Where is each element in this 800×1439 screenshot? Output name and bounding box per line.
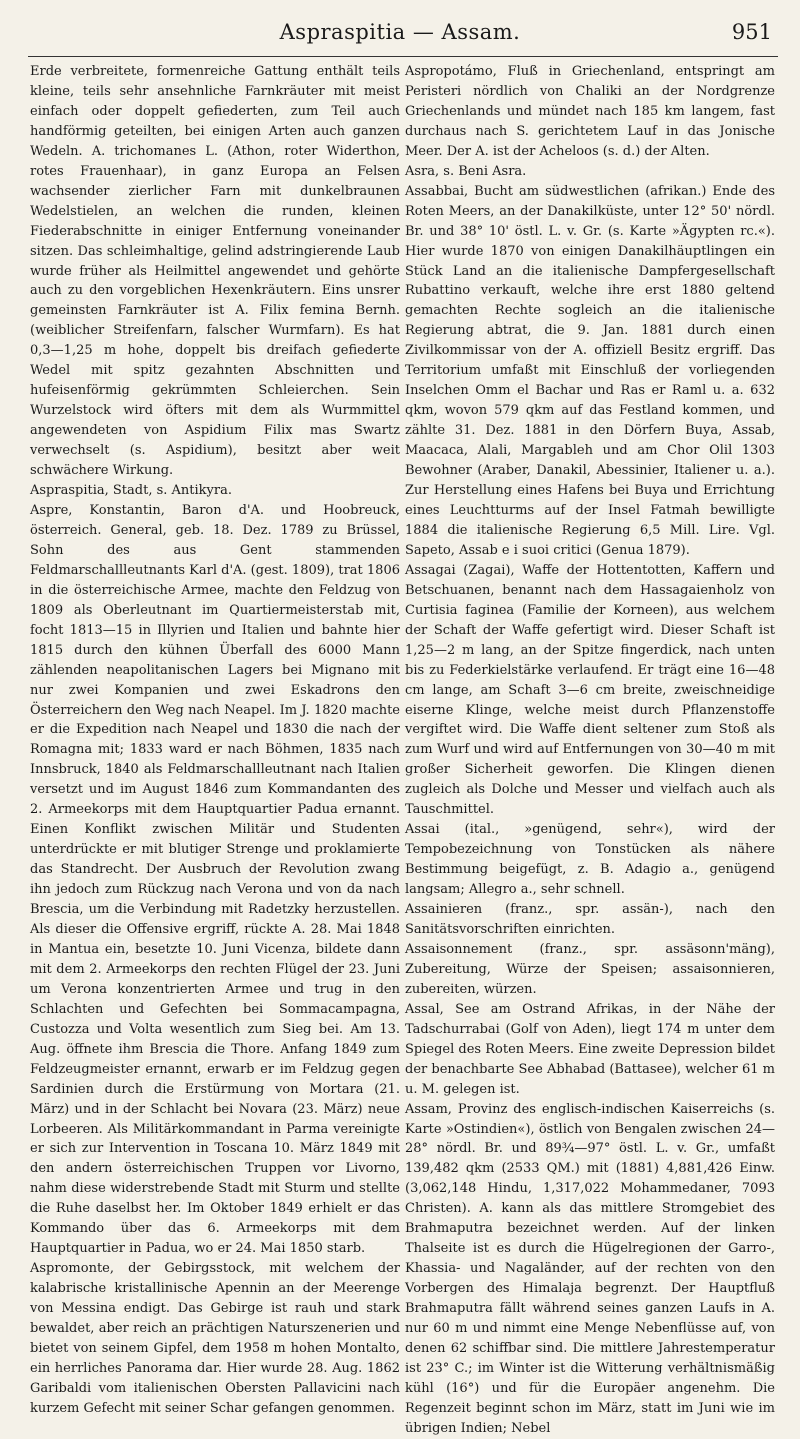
entry-assai: Assai (ital., »genügend, sehr«), wird der Tempobezeichnung von Tonstücken als nähere Bestimmung beigefügt, z. B. Adagio a., genügend langsam; Allegro a., sehr schnell.: [405, 822, 775, 898]
header-rule: [28, 56, 778, 57]
entry-assagai: Assagai (Zagai), Waffe der Hottentotten, Kaffern und Betschuanen, benannt nach dem Hassagaienholz von Curtisia faginea (Familie der Korneen), aus welchem der Schaft der Waffe gefertigt wird. Dieser Schaft ist 1,25—2 m lang, an der Spitze fingerdick, nach unten bis zu Federkielstärke verlaufend. Er trägt eine 16—48 cm lange, am Schaft 3—6 cm breite, zweischneidige eiserne Klinge, welche meist durch Pflanzenstoffe vergiftet wird. Die Waffe dient seltener zum Stoß als zum Wurf und wird auf Entfernungen von 30—40 m mit großer Sicherheit geworfen. Die Klingen dienen zugleich als Dolche und Messer und vielfach auch als Tauschmittel.: [405, 562, 775, 818]
entry-continuation: Erde verbreitete, formenreiche Gattung enthält teils kleine, teils sehr ansehnliche Farnkräuter mit meist einfach oder doppelt gefiederten, zum Teil auch handförmig geteilten, bei einigen Arten auch ganzen Wedeln. A. trichomanes L. (Athon, roter Widerthon, rotes Frauenhaar), in ganz Europa an Felsen wachsender zierlicher Farn mit dunkelbraunen Wedelstielen, an welchen die runden, kleinen Fiederabschnitte in einiger Entfernung voneinander sitzen. Das schleimhaltige, gelind adstringierende Laub wurde früher als Heilmittel angewendet und gehörte auch zu den vorgeblichen Hexenkräutern. Eins unsrer gemeinsten Farnkräuter ist A. Filix femina Bernh. (weiblicher Streifenfarn, falscher Wurmfarn). Es hat 0,3—1,25 m hohe, doppelt bis dreifach gefiederte Wedel mit spitz gezahnten Abschnitten und hufeisenförmig gekrümmten Schleierchen. Sein Wurzelstock wird öfters mit dem als Wurmmittel angewendeten von Aspidium Filix mas Swartz verwechselt (s. Aspidium), besitzt aber weit schwächere Wirkung.: [30, 64, 400, 479]
entry-aspre: Aspre, Konstantin, Baron d'A. und Hoobreuck, österreich. General, geb. 18. Dez. 1789 zu Brüssel, Sohn des aus Gent stammenden Feldmarschallleutnants Karl d'A. (gest. 1809), trat 1806 in die österreichische Armee, machte den Feldzug von 1809 als Oberleutnant im Quartiermeisterstab mit, focht 1813—15 in Illyrien und Italien und bahnte hier 1815 durch den kühnen Überfall des 6000 Mann zählenden neapolitanischen Lagers bei Mignano mit nur zwei Kompanien und zwei Eskadrons den Österreichern den Weg nach Neapel. Im J. 1820 machte er die Expedition nach Neapel und 1830 die nach der Romagna mit; 1833 ward er nach Böhmen, 1835 nach Innsbruck, 1840 als Feldmarschallleutnant nach Italien versetzt und im August 1846 zum Kommandanten des 2. Armeekorps mit dem Hauptquartier Padua ernannt. Einen Konflikt zwischen Militär und Studenten unterdrückte er mit blutiger Strenge und proklamierte das Standrecht. Der Ausbruch der Revolution zwang ihn jedoch zum Rückzug nach Verona und von da nach Brescia, um die Verbindung mit Radetzky herzustellen. Als dieser die Offensive ergriff, rückte A. 28. Mai 1848 in Mantua ein, besetzte 10. Juni Vicenza, bildete dann mit dem 2. Armeekorps den rechten Flügel der 23. Juni um Verona konzentrierten Armee und trug in den Schlachten und Gefechten bei Sommacampagna, Custozza und Volta wesentlich zum Sieg bei. Am 13. Aug. öffnete ihm Brescia die Thore. Anfang 1849 zum Feldzeugmeister ernannt, erwarb er im Feldzug gegen Sardinien durch die Erstürmung von Mortara (21. März) und in der Schlacht bei Novara (23. März) neue Lorbeeren. Als Militärkommandant in Parma vereinigte er sich zur Intervention in Toscana 10. März 1849 mit den andern österreichischen Truppen vor Livorno, nahm diese widerstrebende Stadt mit Sturm und stellte die Ruhe daselbst her. Im Oktober 1849 erhielt er das Kommando über das 6. Armeekorps mit dem Hauptquartier in Padua, wo er 24. Mai 1850 starb.: [30, 502, 400, 1257]
entry-assaisonnement: Assaisonnement (franz., spr. assäsonn'mäng), Zubereitung, Würze der Speisen; assaisonnieren, zubereiten, würzen.: [405, 941, 775, 997]
entry-aspraspitia: Aspraspitia, Stadt, s. Antikyra.: [30, 483, 232, 499]
entry-aspromonte: Aspromonte, der Gebirgsstock, mit welchem der kalabrische kristallinische Apennin an der Meerenge von Messina endigt. Das Gebirge ist rauh und stark bewaldet, aber reich an prächtigen Naturszenerien und bietet von seinem Gipfel, dem 1958 m hohen Montalto, ein herrliches Panorama dar. Hier wurde 28. Aug. 1862 Garibaldi vom italienischen Obersten Pallavicini nach kurzem Gefecht mit seiner Schar gefangen genommen.: [30, 1261, 400, 1416]
entry-asra: Asra, s. Beni Asra.: [405, 163, 527, 179]
entry-assabbai: Assabbai, Bucht am südwestlichen (afrikan.) Ende des Roten Meers, an der Danakilküste, unter 12° 50' nördl. Br. und 38° 10' östl. L. v. Gr. (s. Karte »Ägypten rc.«). Hier wurde 1870 von einigen Danakilhäuptlingen ein Stück Land an die italienische Dampfergesellschaft Rubattino verkauft, welche ihre erst 1880 geltend gemachten Rechte sogleich an die italienische Regierung abtrat, die 9. Jan. 1881 durch einen Zivilkommissar von der A. offiziell Besitz ergriff. Das Territorium umfaßt mit Einschluß der vorliegenden Inselchen Omm el Bachar und Ras er Raml u. a. 632 qkm, wovon 579 qkm auf das Festland kommen, und zählte 31. Dez. 1881 in den Dörfern Buya, Assab, Maacaca, Alali, Margableh und am Chor Olil 1303 Bewohner (Araber, Danakil, Abessinier, Italiener u. a.). Zur Herstellung eines Hafens bei Buya und Errichtung eines Leuchtturms auf der Insel Fatmah bewilligte 1884 die italienische Regierung 6,5 Mill. Lire. Vgl. Sapeto, Assab e i suoi critici (Genua 1879).: [405, 183, 775, 558]
entry-aspropotamo: Aspropotámo, Fluß in Griechenland, entspringt am Peristeri nördlich von Chaliki an der Nordgrenze Griechenlands und mündet nach 185 km langem, fast durchaus nach S. gerichtetem Lauf in das Jonische Meer. Der A. ist der Acheloos (s. d.) der Alten.: [405, 64, 775, 159]
entry-assal: Assal, See am Ostrand Afrikas, in der Nähe der Tadschurrabai (Golf von Aden), liegt 174 m unter dem Spiegel des Roten Meers. Eine zweite Depression bildet der benachbarte See Abhabad (Battasee), welcher 61 m u. M. gelegen ist.: [405, 1001, 775, 1097]
left-column: [30, 62, 400, 1416]
page-number: 951: [731, 20, 772, 44]
entry-assainieren: Assainieren (franz., spr. assän-), nach den Sanitätsvorschriften einrichten.: [405, 902, 775, 937]
right-column: [405, 62, 775, 1436]
page-header: [0, 18, 800, 54]
entry-assam: Assam, Provinz des englisch-indischen Kaiserreichs (s. Karte »Ostindien«), östlich von Bengalen zwischen 24—28° nördl. Br. und 89¾—97° östl. L. v. Gr., umfaßt 139,482 qkm (2533 QM.) mit (1881) 4,881,426 Einw. (3,062,148 Hindu, 1,317,022 Mohammedaner, 7093 Christen). A. kann als das mittlere Stromgebiet des Brahmaputra bezeichnet werden. Auf der linken Thalseite ist es durch die Hügelregionen der Garro-, Khassia- und Nagaländer, auf der rechten von den Vorbergen des Himalaja begrenzt. Der Hauptfluß Brahmaputra fällt während seines ganzen Laufs in A. nur 60 m und nimmt eine Menge Nebenflüsse auf, von denen 62 schiffbar sind. Die mittlere Jahrestemperatur ist 23° C.; im Winter ist die Witterung verhältnismäßig kühl (16°) und für die Europäer angenehm. Die Regenzeit beginnt schon im März, statt im Juni wie im übrigen Indien; Nebel: [405, 1101, 775, 1436]
running-title: Aspraspitia — Assam.: [279, 20, 521, 44]
